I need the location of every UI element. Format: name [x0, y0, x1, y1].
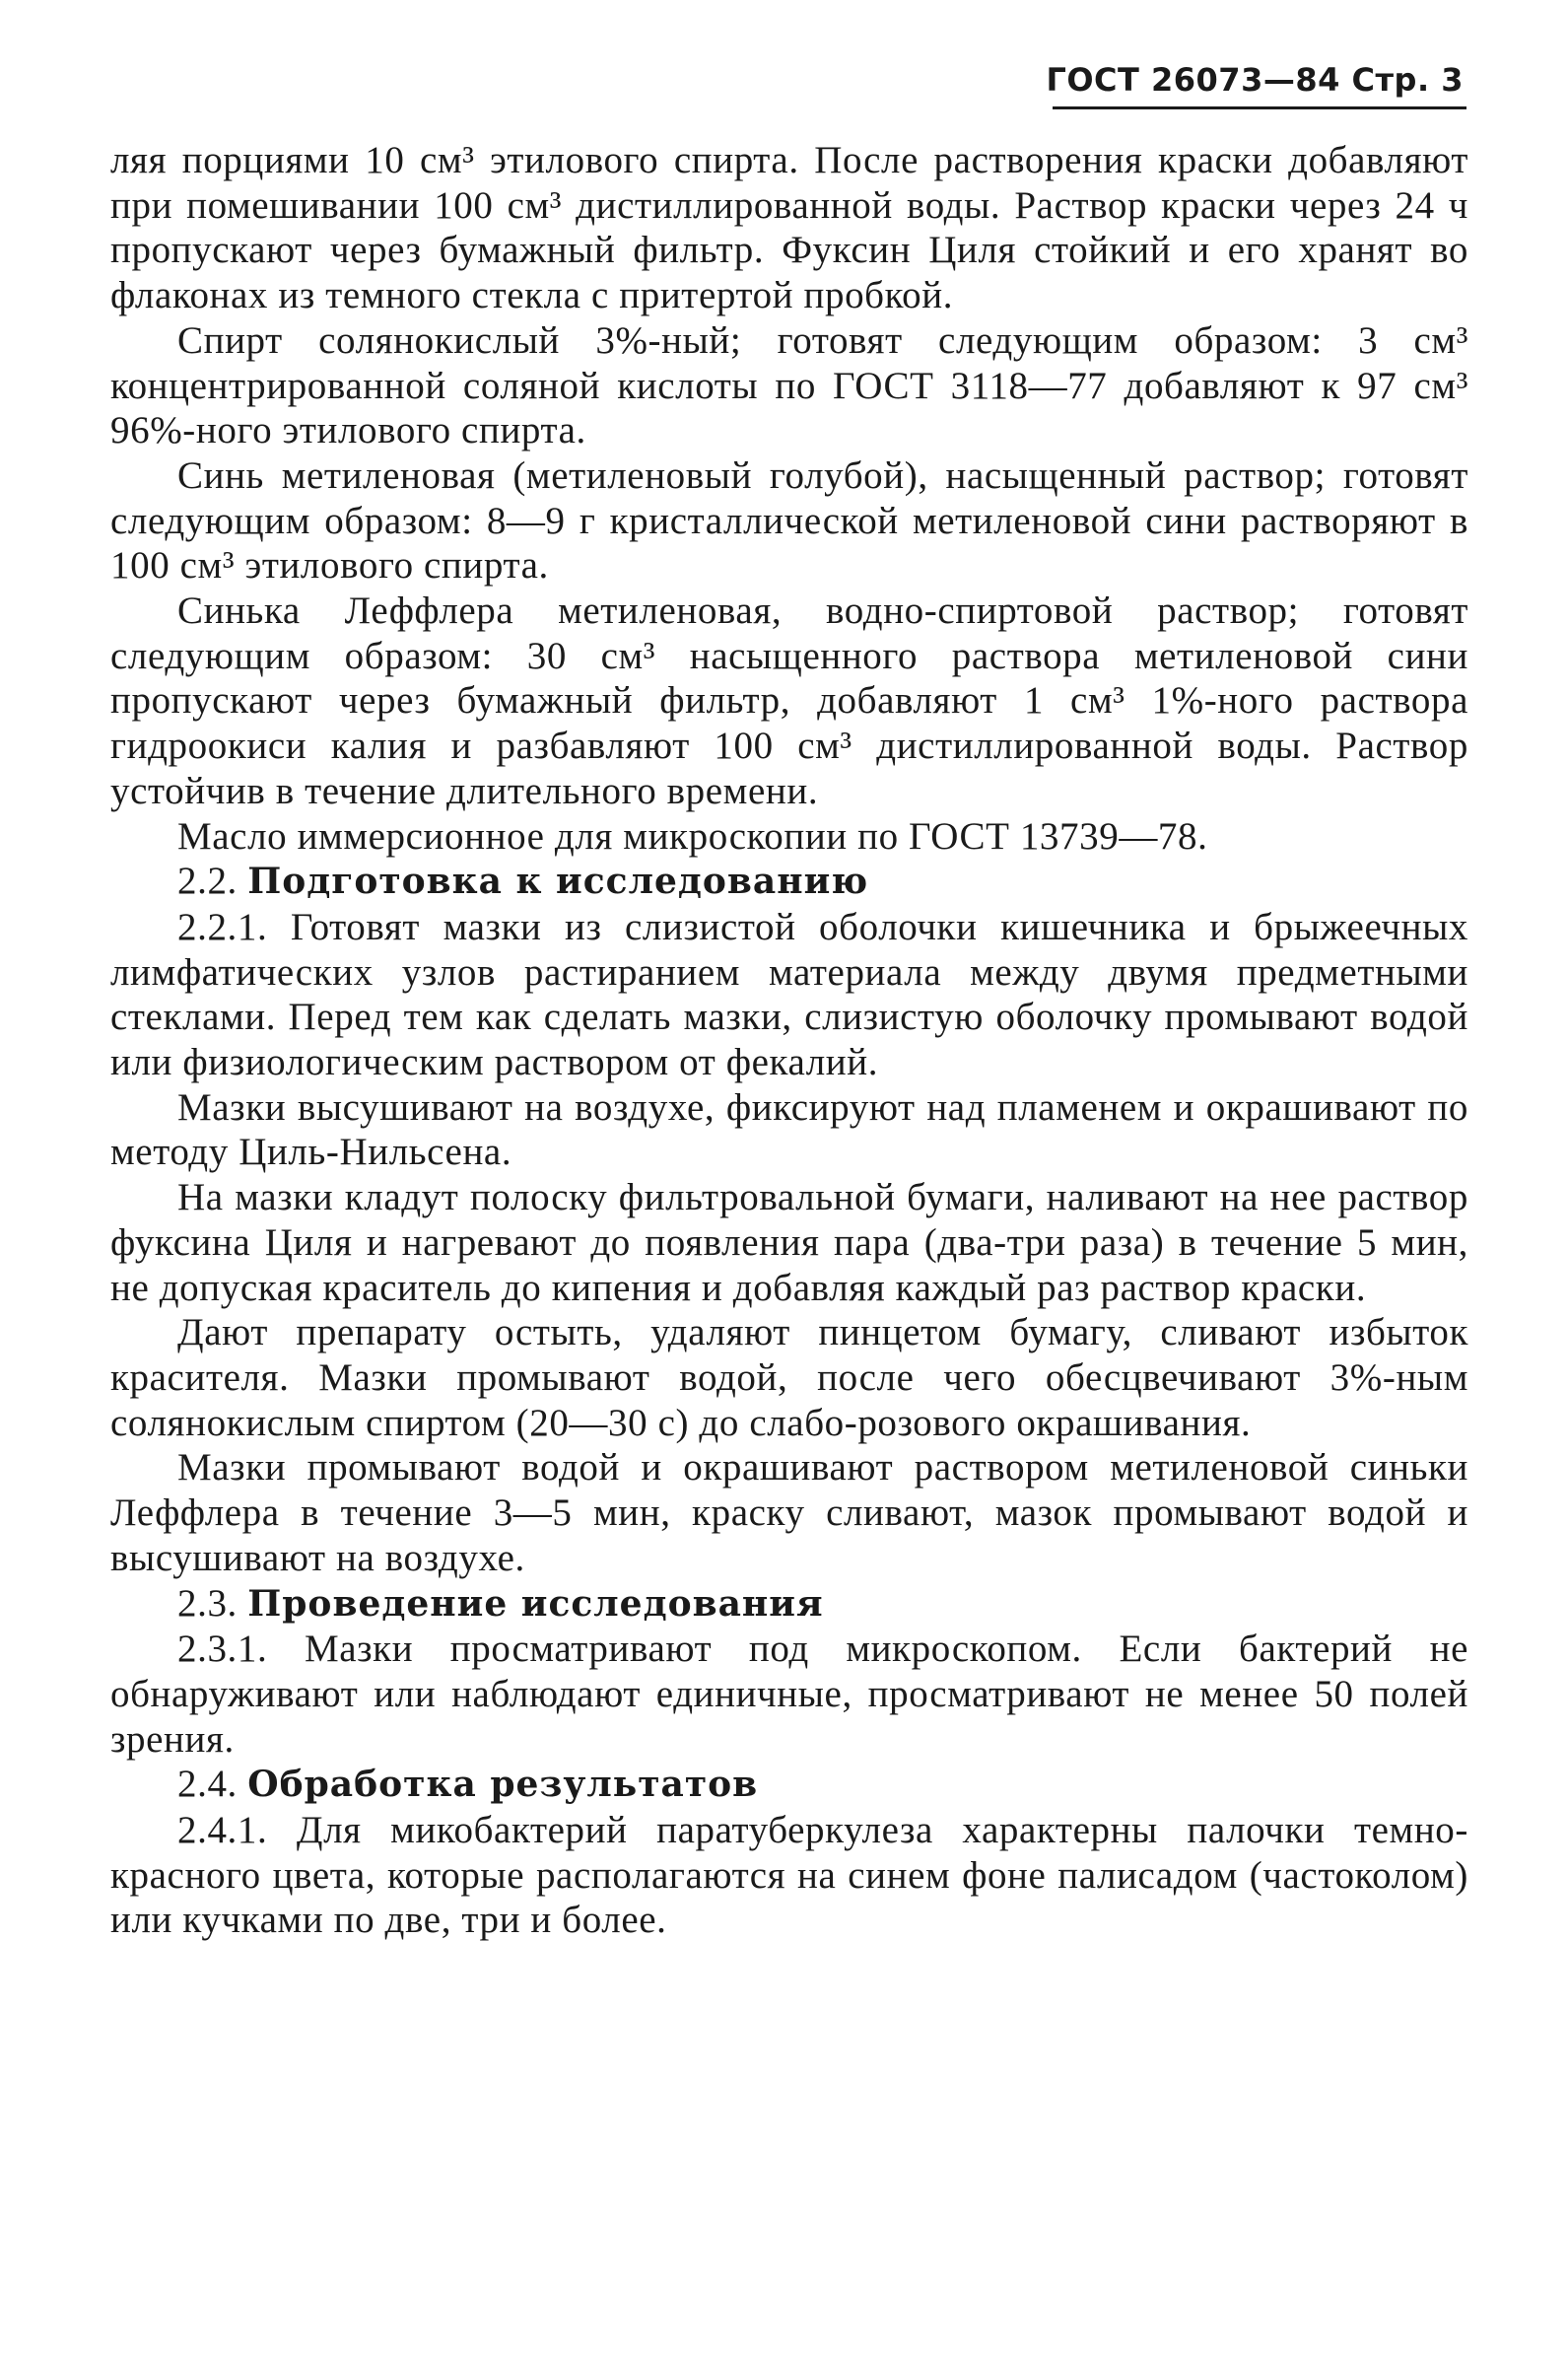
document-body	[110, 138, 1468, 1943]
section-heading	[110, 1581, 1468, 1628]
paragraph: Синька Леффлера метиленовая, водно-спиртовой раствор; готовят следующим образом: 30 см³ насыщенного раствора метиленовой сини пропускают через бумажный фильтр, добавляют 1 см³ 1%-ного раствора гидроокиси калия и разбавляют 100 см³ дистиллированной воды. Раствор устойчив в течение длительного времени.	[110, 589, 1468, 812]
header-rule	[1053, 106, 1466, 109]
standard-title: ГОСТ 26073—84	[1046, 61, 1340, 99]
section-number: 2.2.	[177, 860, 238, 903]
paragraph: ляя порциями 10 см³ этилового спирта. После растворения краски добавляют при помешивании 100 см³ дистиллированной воды. Раствор краски через 24 ч пропускают через бумажный фильтр. Фуксин Циля стойкий и его хранят во флаконах из темного стекла с притертой пробкой.	[110, 139, 1468, 317]
paragraph: Дают препарату остыть, удаляют пинцетом бумагу, сливают избыток красителя. Мазки промывают водой, после чего обесцвечивают 3%-ным солянокислым спиртом (20—30 с) до слабо-розового окрашивания.	[110, 1311, 1468, 1444]
page-header	[1046, 61, 1464, 99]
section-heading	[110, 859, 1468, 905]
section-number: 2.4.	[177, 1763, 238, 1806]
paragraph: 2.4.1. Для микобактерий паратуберкулеза характерны палочки темно-красного цвета, которые располагаются на синем фоне палисадом (частоколом) или кучками по две, три и более.	[110, 1809, 1468, 1942]
page-number: Стр. 3	[1351, 61, 1464, 99]
paragraph: На мазки кладут полоску фильтровальной бумаги, наливают на нее раствор фуксина Циля и нагревают до появления пара (два-три раза) в течение 5 мин, не допуская краситель до кипения и добавляя каждый раз раствор краски.	[110, 1176, 1468, 1309]
paragraph: Синь метиленовая (метиленовый голубой), насыщенный раствор; готовят следующим образом: 8—9 г кристаллической метиленовой сини растворяют в 100 см³ этилового спирта.	[110, 453, 1468, 588]
section-heading	[110, 1762, 1468, 1808]
paragraph: Спирт солянокислый 3%-ный; готовят следующим образом: 3 см³ концентрированной соляной кислоты по ГОСТ 3118—77 добавляют к 97 см³ 96%-ного этилового спирта.	[110, 318, 1468, 452]
section-title: Проведение исследования	[247, 1582, 824, 1625]
paragraph: Мазки промывают водой и окрашивают раствором метиленовой синьки Леффлера в течение 3—5 мин, краску сливают, мазок промывают водой и высушивают на воздухе.	[110, 1446, 1468, 1579]
paragraph: 2.3.1. Мазки просматривают под микроскопом. Если бактерий не обнаруживают или наблюдают единичные, просматривают не менее 50 полей зрения.	[110, 1628, 1468, 1761]
section-number: 2.3.	[177, 1581, 238, 1625]
paragraph: 2.2.1. Готовят мазки из слизистой оболочки кишечника и брыжеечных лимфатических узлов растиранием материала между двумя предметными стеклами. Перед тем как сделать мазки, слизистую оболочку промывают водой или физиологическим раствором от фекалий.	[110, 905, 1468, 1084]
section-title: Обработка результатов	[247, 1764, 759, 1806]
paragraph: Мазки высушивают на воздухе, фиксируют над пламенем и окрашивают по методу Циль-Нильсена.	[110, 1085, 1468, 1174]
paragraph: Масло иммерсионное для микроскопии по ГОСТ 13739—78.	[177, 814, 1208, 858]
section-title: Подготовка к исследованию	[247, 861, 869, 903]
